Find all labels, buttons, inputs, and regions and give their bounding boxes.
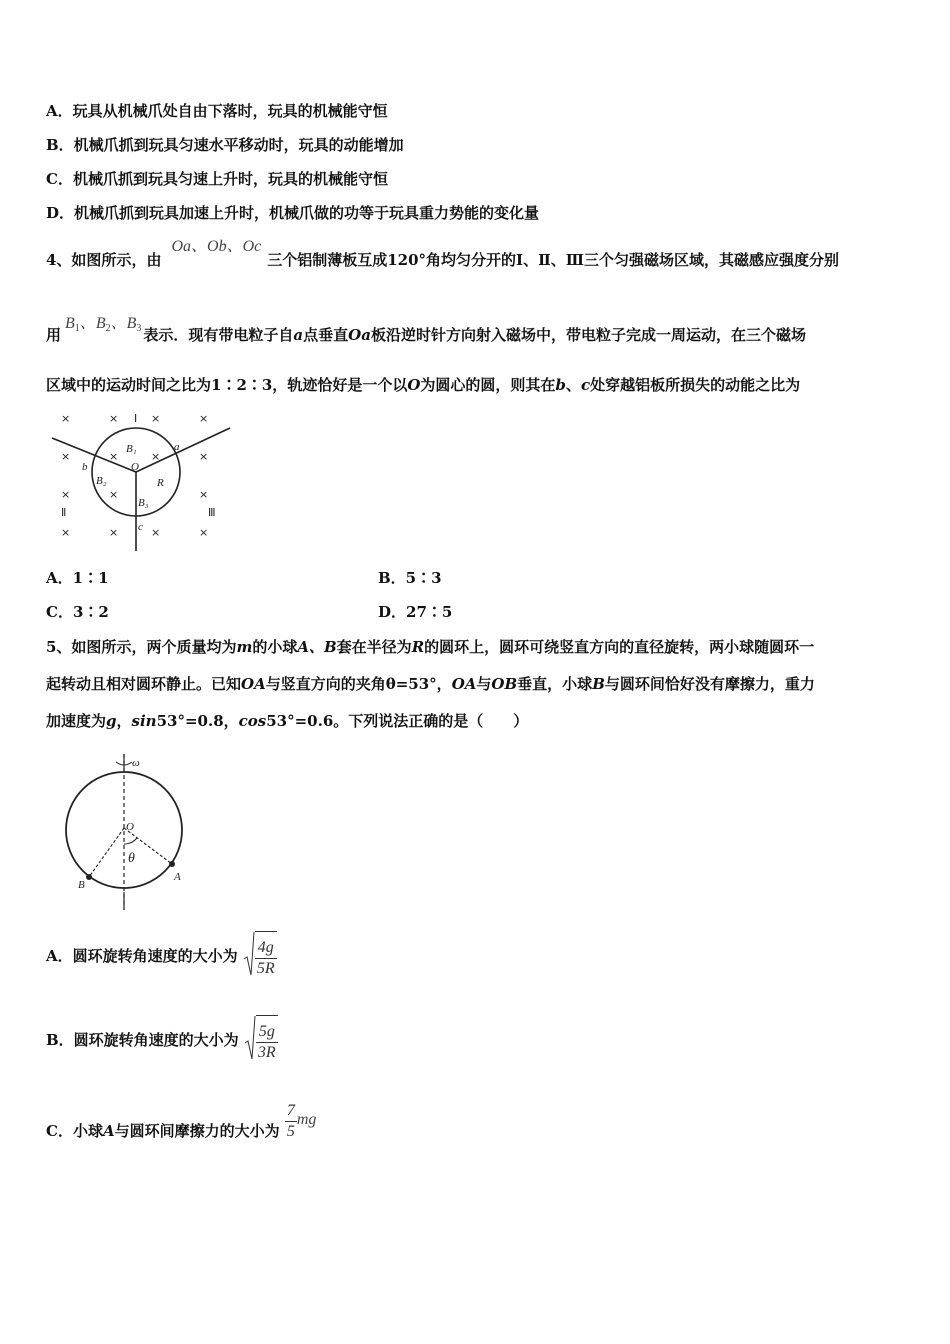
q4-label-r: R	[157, 477, 164, 489]
q5-label-theta: θ	[128, 851, 135, 866]
q5-line-3: 加速度为g，sin53°=0.8，cos53°=0.6。下列说法正确的是（ ）	[46, 712, 529, 730]
svg-text:×: ×	[109, 412, 119, 425]
sqrt-icon	[244, 1015, 256, 1061]
q4-region-3: Ⅲ	[208, 507, 216, 519]
svg-text:×: ×	[61, 450, 71, 463]
q5-label-o: O	[126, 821, 134, 833]
q4-option-a: A．1∶1	[46, 569, 109, 587]
svg-text:×: ×	[199, 412, 209, 425]
svg-text:×: ×	[61, 526, 71, 539]
cross: ×	[61, 412, 71, 425]
q5-option-c: C．小球A与圆环间摩擦力的大小为 $\frac{7}{5}$ mg	[46, 1102, 317, 1140]
svg-text:×: ×	[109, 488, 119, 501]
q5-label-b: B	[78, 879, 85, 891]
q5-label-omega: ω	[132, 757, 140, 769]
q5-ball-a	[169, 861, 175, 867]
svg-text:×: ×	[199, 488, 209, 501]
q5-option-b-formula: $\frac{5g}{3R}$	[244, 1015, 278, 1068]
q5-option-b: B．圆环旋转角速度的大小为 $\frac{5g}{3R}$	[46, 1014, 278, 1066]
q4-field-formula: $B_1$、$B_2$、$B_3$	[65, 315, 142, 334]
svg-text:×: ×	[199, 526, 209, 539]
q4-line-3: 区域中的运动时间之比为1∶2∶3，轨迹恰好是一个以O为圆心的圆，则其在b、c处穿越铝板所损失的动能之比为	[46, 376, 801, 394]
q5-rotating-ring-figure	[58, 752, 198, 914]
q4-region-2: Ⅱ	[61, 507, 67, 519]
q4-line-1	[46, 238, 839, 271]
q4-label-b1: B₁	[126, 443, 137, 455]
q5-option-c-formula: $\frac{7}{5}$	[286, 1102, 295, 1140]
q3-option-a: A．玩具从机械爪处自由下落时，玩具的机械能守恒	[46, 102, 388, 120]
q5-angle-arc	[124, 838, 137, 844]
q3-option-b: B．机械爪抓到玩具匀速水平移动时，玩具的动能增加	[46, 136, 404, 154]
q5-ball-b	[86, 874, 92, 880]
q5-line-2: 起转动且相对圆环静止。已知OA与竖直方向的夹角θ=53°，OA与OB垂直，小球B与圆环间恰好没有摩擦力，重力	[46, 675, 815, 693]
q5-label-a: A	[174, 871, 181, 883]
q4-label-b: b	[82, 461, 88, 473]
q4-line1-post: 三个铝制薄板互成120°角均匀分开的Ⅰ、Ⅱ、Ⅲ三个匀强磁场区域，其磁感应强度分别	[267, 251, 839, 269]
svg-text:×: ×	[151, 526, 161, 539]
q4-label-c: c	[138, 521, 143, 533]
q4-option-c: C．3∶2	[46, 603, 109, 621]
q4-magnetic-field-figure	[46, 408, 236, 553]
q5-radius-ob	[89, 828, 124, 877]
svg-text:×: ×	[151, 450, 161, 463]
q3-option-d: D．机械爪抓到玩具加速上升时，机械爪做的功等于玩具重力势能的变化量	[46, 204, 540, 222]
svg-text:×: ×	[109, 450, 119, 463]
q5-option-a-formula: $\frac{4g}{5R}$	[243, 931, 277, 984]
q4-region-1: Ⅰ	[134, 413, 138, 425]
q4-line1-pre: 4、如图所示，由	[46, 251, 162, 269]
q4-label-o: O	[131, 461, 139, 473]
q5-line-1: 5、如图所示，两个质量均为m的小球A、B套在半径为R的圆环上，圆环可绕竖直方向的直径旋转，两小球随圆环一	[46, 638, 815, 656]
q3-option-c: C．机械爪抓到玩具匀速上升时，玩具的机械能守恒	[46, 170, 388, 188]
q4-label-b2: B₂	[96, 475, 107, 487]
q5-option-c-suffix: mg	[296, 1111, 317, 1128]
q4-option-b: B．5∶3	[378, 569, 442, 587]
sqrt-icon	[243, 931, 255, 977]
svg-text:×: ×	[61, 488, 71, 501]
q4-field-crosses	[61, 412, 208, 539]
q4-plates-formula: Oa、Ob、Oc	[171, 238, 262, 255]
svg-text:×: ×	[151, 412, 161, 425]
svg-text:×: ×	[109, 526, 119, 539]
q4-label-b3: B₃	[138, 497, 149, 509]
svg-text:×: ×	[199, 450, 209, 463]
q4-label-a: a	[174, 441, 180, 453]
q4-line2-pre: 用	[46, 326, 62, 344]
q4-option-d: D．27∶5	[378, 603, 453, 621]
q4-line-2: 用$B_1$、$B_2$、$B_3$ 表示．现有带电粒子自a点垂直Oa板沿逆时针方向射入磁场中，带电粒子完成一周运动，在三个磁场	[46, 315, 806, 344]
q5-option-a: A．圆环旋转角速度的大小为 $\frac{4g}{5R}$	[46, 930, 277, 982]
